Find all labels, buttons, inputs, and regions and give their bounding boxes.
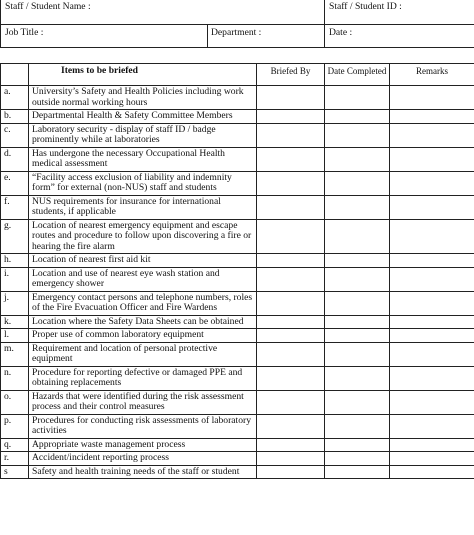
job-title-label: Job Title : [5,27,44,38]
date-completed-cell[interactable] [325,254,390,268]
date-completed-cell[interactable] [325,110,390,124]
column-header-date-completed: Date Completed [325,64,390,86]
row-item-text: Safety and health training needs of the staff or student [29,465,257,479]
table-header-row [1,64,474,86]
row-item-text: Proper use of common laboratory equipment [29,329,257,343]
remarks-cell[interactable] [390,291,474,315]
table-row [1,110,474,124]
staff-name-label: Staff / Student Name : [5,1,91,12]
row-letter: a. [1,86,29,110]
remarks-cell[interactable] [390,195,474,219]
table-row [1,219,474,254]
briefed-by-cell[interactable] [257,452,325,466]
row-letter: n. [1,366,29,390]
row-item-text: Laboratory security - display of staff ID / badge prominently while at laboratories [29,123,257,147]
row-letter: q. [1,438,29,452]
remarks-cell[interactable] [390,315,474,329]
date-completed-cell[interactable] [325,219,390,254]
department-label: Department : [211,27,262,38]
briefed-by-cell[interactable] [257,147,325,171]
date-completed-cell[interactable] [325,147,390,171]
row-letter: h. [1,254,29,268]
row-letter: f. [1,195,29,219]
date-completed-cell[interactable] [325,465,390,479]
remarks-cell[interactable] [390,267,474,291]
remarks-cell[interactable] [390,342,474,366]
table-row [1,452,474,466]
staff-id-label: Staff / Student ID : [329,1,402,12]
row-item-text: “Facility access exclusion of liability and indemnity form” for external (non-NUS) staff and students [29,171,257,195]
table-row [1,147,474,171]
date-completed-cell[interactable] [325,452,390,466]
briefed-by-cell[interactable] [257,171,325,195]
date-completed-cell[interactable] [325,267,390,291]
row-item-text: Has undergone the necessary Occupational Health medical assessment [29,147,257,171]
row-letter: m. [1,342,29,366]
column-header-items: Items to be briefed [29,64,257,86]
row-letter: j. [1,291,29,315]
date-label: Date : [329,27,353,38]
table-row [1,342,474,366]
row-item-text: Location where the Safety Data Sheets can be obtained [29,315,257,329]
briefed-by-cell[interactable] [257,195,325,219]
remarks-cell[interactable] [390,366,474,390]
remarks-cell[interactable] [390,438,474,452]
remarks-cell[interactable] [390,110,474,124]
briefed-by-cell[interactable] [257,465,325,479]
briefed-by-cell[interactable] [257,315,325,329]
table-row [1,438,474,452]
table-row [1,366,474,390]
row-letter: g. [1,219,29,254]
date-completed-cell[interactable] [325,438,390,452]
row-item-text: Requirement and location of personal protective equipment [29,342,257,366]
column-header-remarks: Remarks [390,64,474,86]
row-letter: d. [1,147,29,171]
briefed-by-cell[interactable] [257,366,325,390]
briefed-by-cell[interactable] [257,390,325,414]
remarks-cell[interactable] [390,329,474,343]
date-completed-cell[interactable] [325,342,390,366]
briefed-by-cell[interactable] [257,438,325,452]
row-item-text: Hazards that were identified during the risk assessment process and their control measures [29,390,257,414]
row-letter: e. [1,171,29,195]
row-item-text: Accident/incident reporting process [29,452,257,466]
briefed-by-cell[interactable] [257,86,325,110]
remarks-cell[interactable] [390,390,474,414]
remarks-cell[interactable] [390,254,474,268]
row-letter: r. [1,452,29,466]
briefed-by-cell[interactable] [257,110,325,124]
table-row [1,195,474,219]
table-row [1,86,474,110]
remarks-cell[interactable] [390,147,474,171]
table-row [1,329,474,343]
date-completed-cell[interactable] [325,123,390,147]
table-row [1,267,474,291]
briefed-by-cell[interactable] [257,219,325,254]
table-row [1,254,474,268]
date-completed-cell[interactable] [325,315,390,329]
date-completed-cell[interactable] [325,414,390,438]
date-completed-cell[interactable] [325,366,390,390]
briefed-by-cell[interactable] [257,254,325,268]
row-letter: s [1,465,29,479]
row-letter: p. [1,414,29,438]
table-row [1,291,474,315]
row-item-text: Location of nearest first aid kit [29,254,257,268]
date-completed-cell[interactable] [325,171,390,195]
row-item-text: Location of nearest emergency equipment and escape routes and procedure to follow upon discovering a fire or hearing the fire alarm [29,219,257,254]
row-item-text: Emergency contact persons and telephone numbers, roles of the Fire Evacuation Officer and Fire Wardens [29,291,257,315]
date-completed-cell[interactable] [325,86,390,110]
row-item-text: Procedures for conducting risk assessments of laboratory activities [29,414,257,438]
row-item-text: Procedure for reporting defective or damaged PPE and obtaining replacements [29,366,257,390]
row-letter: o. [1,390,29,414]
remarks-cell[interactable] [390,171,474,195]
remarks-cell[interactable] [390,465,474,479]
remarks-cell[interactable] [390,414,474,438]
row-item-text: Departmental Health & Safety Committee Members [29,110,257,124]
remarks-cell[interactable] [390,86,474,110]
row-item-text: Location and use of nearest eye wash station and emergency shower [29,267,257,291]
row-letter: k. [1,315,29,329]
date-completed-cell[interactable] [325,329,390,343]
table-row [1,414,474,438]
briefed-by-cell[interactable] [257,329,325,343]
briefed-by-cell[interactable] [257,414,325,438]
row-item-text: Appropriate waste management process [29,438,257,452]
column-header-briefed-by: Briefed By [257,64,325,86]
table-row [1,171,474,195]
row-letter: i. [1,267,29,291]
briefed-by-cell[interactable] [257,342,325,366]
remarks-cell[interactable] [390,452,474,466]
date-completed-cell[interactable] [325,195,390,219]
row-letter: c. [1,123,29,147]
table-row [1,465,474,479]
table-row [1,315,474,329]
table-row [1,390,474,414]
briefing-table [0,63,474,479]
remarks-cell[interactable] [390,219,474,254]
briefed-by-cell[interactable] [257,267,325,291]
row-letter: l. [1,329,29,343]
date-completed-cell[interactable] [325,390,390,414]
row-item-text: NUS requirements for insurance for international students, if applicable [29,195,257,219]
briefed-by-cell[interactable] [257,291,325,315]
date-completed-cell[interactable] [325,291,390,315]
remarks-cell[interactable] [390,123,474,147]
row-item-text: University’s Safety and Health Policies including work outside normal working hours [29,86,257,110]
row-letter: b. [1,110,29,124]
column-header-letter [1,64,29,86]
table-row [1,123,474,147]
briefed-by-cell[interactable] [257,123,325,147]
